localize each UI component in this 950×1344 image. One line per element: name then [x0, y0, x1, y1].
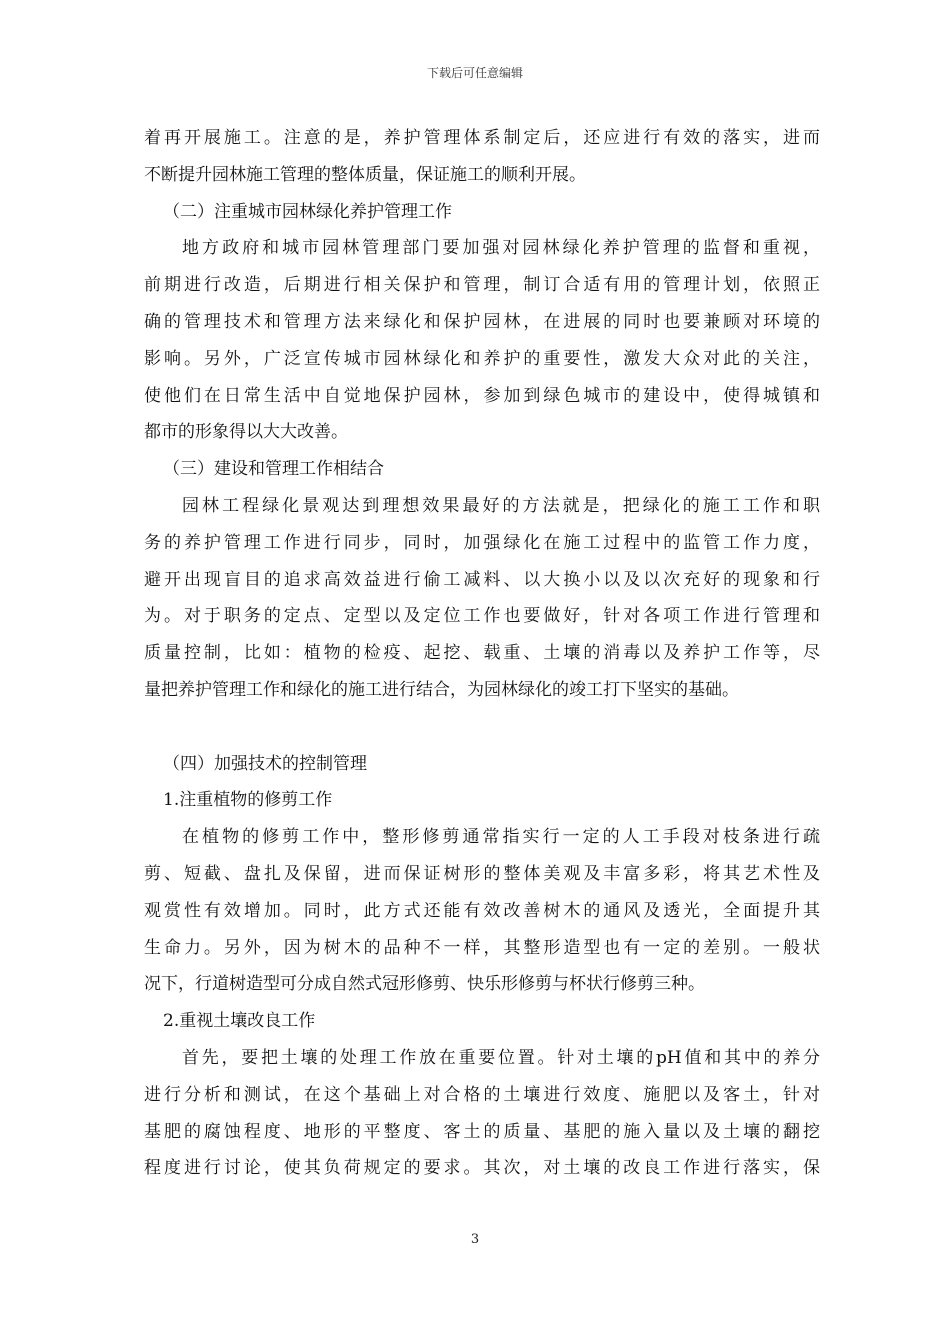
paragraph-line: 在植物的修剪工作中，整形修剪通常指实行一定的人工手段对枝条进行疏: [182, 827, 820, 848]
blank-line: [144, 709, 820, 746]
paragraph-line: 量把养护管理工作和绿化的施工进行结合，为园林绿化的竣工打下坚实的基础。: [144, 679, 739, 700]
paragraph-line: 况下，行道树造型可分成自然式冠形修剪、快乐形修剪与杯状行修剪三种。: [144, 974, 705, 995]
paragraph-line: 务的养护管理工作进行同步，同时，加强绿化在施工过程中的监管工作力度，: [144, 532, 820, 553]
paragraph-line: 剪、短截、盘扎及保留，进而保证树形的整体美观及丰富多彩，将其艺术性及: [144, 863, 820, 884]
paragraph-line: 为。对于职务的定点、定型以及定位工作也要做好，针对各项工作进行管理和: [144, 606, 820, 627]
page-header: 下载后可任意编辑: [426, 66, 523, 80]
paragraph-line: 程度进行讨论，使其负荷规定的要求。其次，对土壤的改良工作进行落实，保: [144, 1158, 820, 1179]
subsection-heading: 2.重视土壤改良工作: [163, 1011, 316, 1032]
paragraph-line: 园林工程绿化景观达到理想效果最好的方法就是，把绿化的施工工作和职: [182, 495, 820, 516]
paragraph-line: 生命力。另外，因为树木的品种不一样，其整形造型也有一定的差别。一般状: [144, 937, 820, 958]
section-heading: （三）建设和管理工作相结合: [163, 459, 384, 480]
paragraph-line: 着再开展施工。注意的是，养护管理体系制定后，还应进行有效的落实，进而: [144, 128, 820, 148]
paragraph-line: 前期进行改造，后期进行相关保护和管理，制订合适有用的管理计划，依照正: [144, 275, 820, 296]
paragraph-line: 避开出现盲目的追求高效益进行偷工减料、以大换小以及以次充好的现象和行: [144, 569, 820, 590]
paragraph-line: 地方政府和城市园林管理部门要加强对园林绿化养护管理的监督和重视，: [182, 238, 820, 259]
paragraph-line: 不断提升园林施工管理的整体质量，保证施工的顺利开展。: [144, 164, 586, 185]
paragraph-line: 使他们在日常生活中自觉地保护园林，参加到绿色城市的建设中，使得城镇和: [144, 385, 820, 406]
paragraph-line: 进行分析和测试，在这个基础上对合格的土壤进行效度、施肥以及客土，针对: [144, 1084, 820, 1105]
paragraph-line: 影响。另外，广泛宣传城市园林绿化和养护的重要性，激发大众对此的关注，: [144, 348, 820, 369]
paragraph-line: 质量控制，比如：植物的检疫、起挖、载重、土壤的消毒以及养护工作等，尽: [144, 643, 820, 664]
paragraph-line: 基肥的腐蚀程度、地形的平整度、客土的质量、基肥的施入量以及土壤的翻挖: [144, 1121, 820, 1142]
paragraph-line: 首先，要把土壤的处理工作放在重要位置。针对土壤的pH值和其中的养分: [182, 1047, 820, 1068]
paragraph-line: 确的管理技术和管理方法来绿化和保护园林，在进展的同时也要兼顾对环境的: [144, 311, 820, 332]
paragraph-line: 都市的形象得以大大改善。: [144, 422, 348, 443]
document-body: [144, 120, 820, 1187]
paragraph-line: 观赏性有效增加。同时，此方式还能有效改善树木的通风及透光，全面提升其: [144, 900, 820, 921]
section-heading: （四）加强技术的控制管理: [163, 753, 367, 774]
subsection-heading: 1.注重植物的修剪工作: [163, 790, 333, 811]
section-heading: （二）注重城市园林绿化养护管理工作: [163, 201, 452, 222]
page-number: 3: [470, 1232, 480, 1247]
